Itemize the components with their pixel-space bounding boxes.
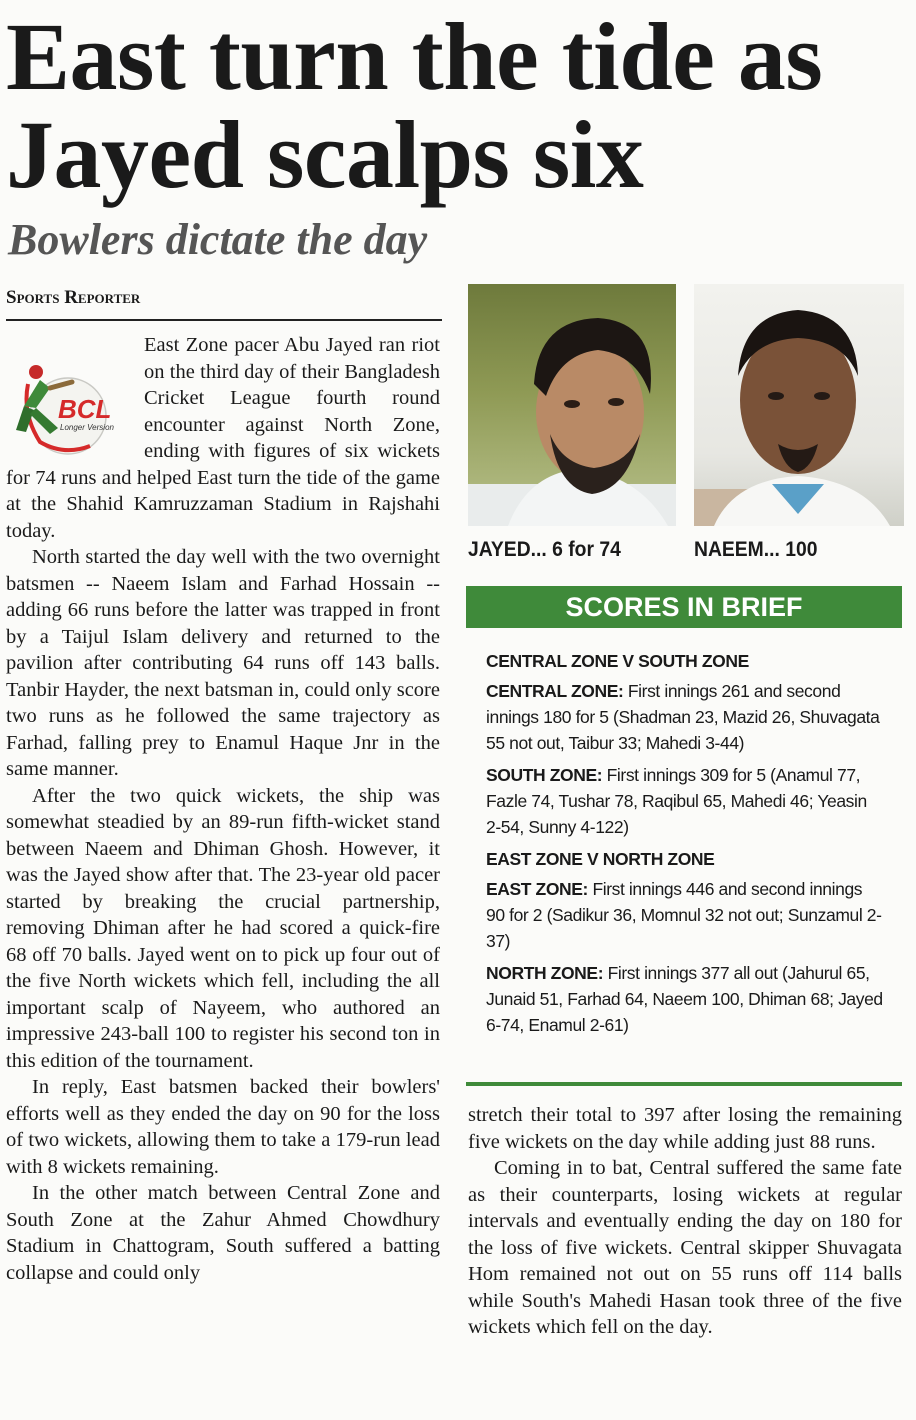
innings-line bbox=[486, 762, 884, 840]
team-name: EAST ZONE: bbox=[486, 879, 588, 899]
logo-text: BCL bbox=[58, 394, 112, 424]
paragraph: stretch their total to 397 after losing the remaining five wickets on the day while adding just 88 runs. bbox=[468, 1104, 902, 1153]
paragraph: East Zone pacer Abu Jayed ran riot on the third day of their Bangladesh Cricket League fourth round encounter against North Zone, ending with figures of six wickets for 74 runs and helped East turn the tide of the game at the Shahid Kamruzzaman Stadium in Rajshahi today. bbox=[6, 334, 440, 542]
scores-body bbox=[466, 628, 902, 1038]
paragraph: In reply, East batsmen backed their bowlers' efforts well as they ended the day on 90 for the loss of two wickets, allowing them to take a 179-run lead with 8 wickets remaining. bbox=[6, 1076, 440, 1178]
paragraph: North started the day well with the two overnight batsmen -- Naeem Islam and Farhad Hossain -- adding 66 runs before the latter was trapped in front by a Taijul Islam delivery and returned to the pavilion after contributing 64 runs off 143 balls. Tanbir Hayder, the next batsman in, could only score two runs as he followed the same trajectory as Farhad, falling prey to Enamul Haque Jnr in the same manner. bbox=[6, 546, 440, 780]
player-photos bbox=[468, 284, 904, 574]
innings-line bbox=[486, 678, 884, 756]
innings-text: First innings 261 and second innings 180 for 5 (Shadman 23, Mazid 26, Shuvagata 55 not out, Taibur 33; Mahedi 3-44) bbox=[486, 681, 880, 753]
paragraph: Coming in to bat, Central suffered the same fate as their counterparts, losing wickets at regular intervals and eventually ending the day on 180 for the loss of five wickets. Central skipper Shuvagata Hom remained not out on 55 runs off 114 balls while South's Mahedi Hasan took three of the five wickets which fell on the day. bbox=[468, 1157, 902, 1338]
photo-jayed bbox=[468, 284, 676, 526]
logo-subtext: Longer Version bbox=[60, 423, 114, 432]
paragraph: After the two quick wickets, the ship was somewhat steadied by an 89-run fifth-wicket stand between Naeem and Dhiman Ghosh. However, it was the Jayed show after that. The 23-year old pacer started by breaking the crucial partnership, removing Dhiman after he had scored a quick-fire 68 off 70 balls. Jayed went on to pick up four out of the five North wickets which fell, including the all important scalp of Nayeem, who authored an impressive 243-ball 100 to register his second ton in this edition of the tournament. bbox=[6, 784, 440, 1072]
photo-naeem bbox=[694, 284, 904, 526]
innings-text: First innings 377 all out (Jahurul 65, Junaid 51, Farhad 64, Naeem 100, Dhiman 68; Jayed 6-74, Enamul 2-61) bbox=[486, 963, 883, 1035]
bcl-logo bbox=[6, 350, 136, 458]
byline: Sports Reporter bbox=[6, 287, 442, 321]
team-name: NORTH ZONE: bbox=[486, 963, 604, 983]
caption-jayed: JAYED... 6 for 74 bbox=[468, 538, 621, 561]
article-left-column bbox=[6, 332, 440, 1286]
portrait-naeem-icon bbox=[694, 284, 904, 526]
team-name: CENTRAL ZONE: bbox=[486, 681, 624, 701]
portrait-jayed-icon bbox=[468, 284, 676, 526]
innings-text: First innings 446 and second innings 90 for 2 (Sadikur 36, Momnul 32 not out; Sunzamul 2-37) bbox=[486, 879, 882, 951]
innings-text: First innings 309 for 5 (Anamul 77, Fazle 74, Tushar 78, Raqibul 65, Mahedi 46; Yeasin 2-54, Sunny 4-122) bbox=[486, 765, 867, 837]
team-name: SOUTH ZONE: bbox=[486, 765, 603, 785]
scores-title: SCORES IN BRIEF bbox=[466, 586, 902, 628]
caption-naeem: NAEEM... 100 bbox=[694, 538, 818, 561]
match-title: CENTRAL ZONE V SOUTH ZONE bbox=[486, 651, 749, 671]
innings-line bbox=[486, 960, 884, 1038]
article-right-column bbox=[468, 1102, 902, 1341]
innings-line bbox=[486, 876, 884, 954]
headline: East turn the tide as Jayed scalps six bbox=[6, 3, 823, 208]
subheadline: Bowlers dictate the day bbox=[8, 215, 428, 264]
paragraph: In the other match between Central Zone and South Zone at the Zahur Ahmed Chowdhury Stadium in Chattogram, South suffered a batting collapse and could only bbox=[6, 1182, 440, 1284]
scores-in-brief-box bbox=[466, 586, 902, 1086]
match-title: EAST ZONE V NORTH ZONE bbox=[486, 849, 715, 869]
